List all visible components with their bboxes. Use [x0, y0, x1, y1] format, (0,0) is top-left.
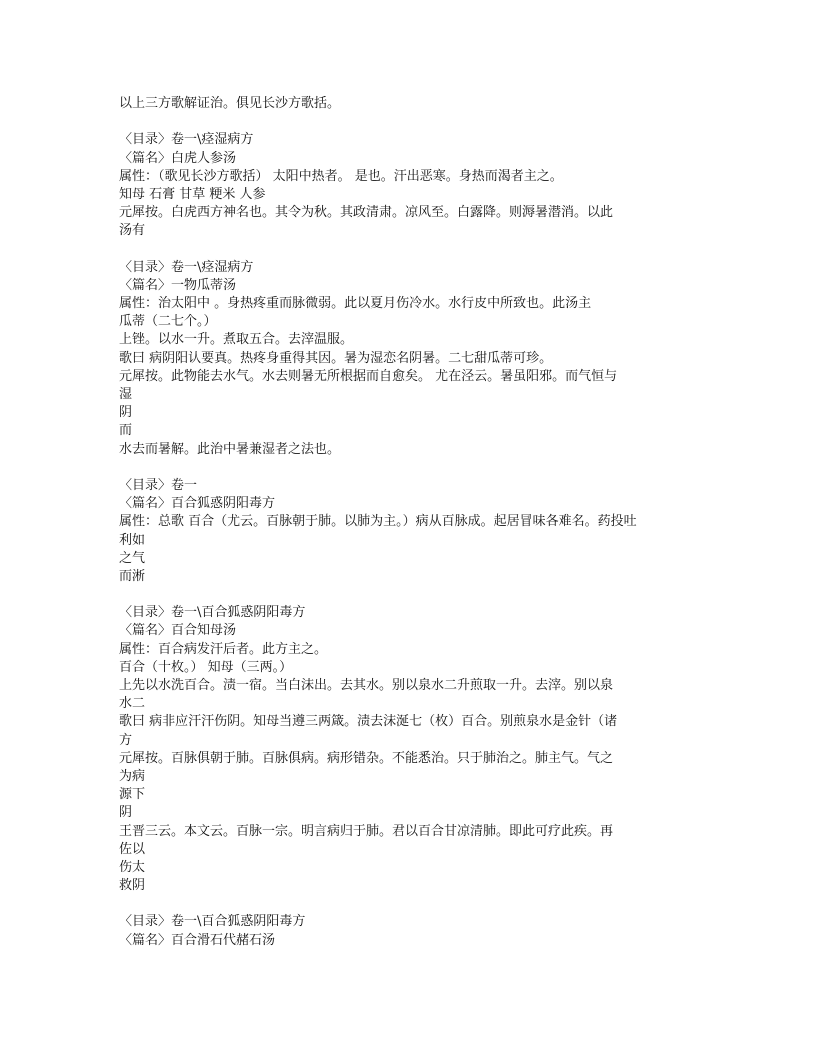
text-line: 而淅	[119, 568, 146, 584]
blank-line	[119, 459, 719, 477]
text-line: 之气	[119, 550, 146, 566]
text-line: 〈篇名〉百合狐惑阴阳毒方	[119, 496, 276, 512]
text-line: 知母 石膏 甘草 粳米 人参	[119, 186, 266, 202]
text-line: 汤有	[119, 223, 146, 239]
text-line: 水去而暑解。此治中暑兼湿者之法也。	[119, 441, 341, 457]
text-line: 利如	[119, 532, 146, 548]
text-line: 属性：总歌 百合（尤云。百脉朝于肺。以肺为主。）病从百脉成。起居冒味各难名。药投吐	[119, 514, 637, 530]
text-line: 歌曰 病非应汗汗伤阴。知母当遵三两箴。渍去沫涎七（枚）百合。别煎泉水是金针（诸	[119, 714, 618, 730]
text-line: 为病	[119, 768, 146, 784]
text-line: 以上三方歌解证治。俱见长沙方歌括。	[119, 96, 341, 111]
text-line: 〈目录〉卷一\痉湿病方	[119, 259, 254, 275]
document-page	[119, 95, 719, 950]
blank-line	[119, 241, 719, 259]
blank-line	[119, 113, 719, 131]
text-line: 上先以水洗百合。渍一宿。当白沫出。去其水。别以泉水二升煎取一升。去滓。别以泉	[119, 678, 614, 693]
text-line: 〈目录〉卷一\百合狐惑阴阳毒方	[119, 605, 306, 621]
text-line: 阴	[119, 805, 133, 821]
text-line: 而	[119, 423, 133, 439]
text-line: 〈篇名〉白虎人参汤	[119, 150, 237, 166]
text-line: 属性：治太阳中 。身热疼重而脉微弱。此以夏月伤冷水。水行皮中所致也。此汤主	[119, 296, 592, 312]
blank-line	[119, 586, 719, 604]
text-line: 百合（十枚。） 知母（三两。）	[119, 659, 293, 675]
text-line: 救阴	[119, 878, 146, 894]
text-line: 阴	[119, 405, 133, 421]
text-line: 王晋三云。本文云。百脉一宗。明言病归于肺。君以百合甘凉清肺。即此可疗此疾。再	[119, 823, 614, 839]
text-line: 元犀按。白虎西方神名也。其令为秋。其政清肃。凉风至。白露降。则溽暑潜消。以此	[119, 205, 614, 221]
text-line: 〈目录〉卷一	[119, 477, 198, 493]
text-line: 元犀按。此物能去水气。水去则暑无所根据而自愈矣。 尤在泾云。暑虽阳邪。而气恒与	[119, 368, 618, 384]
text-line: 方	[119, 732, 133, 748]
text-line: 上锉。以水一升。煮取五合。去滓温服。	[119, 332, 354, 348]
text-line: 歌曰 病阴阳认要真。热疼身重得其因。暑为湿恋名阴暑。二七甜瓜蒂可珍。	[119, 350, 553, 366]
text-line: 湿	[119, 387, 133, 402]
text-line: 〈篇名〉百合知母汤	[119, 623, 237, 639]
text-line: 伤太	[119, 859, 146, 875]
text-line: 属性：（歌见长沙方歌括） 太阳中热者。 是也。汗出恶寒。身热而渴者主之。	[119, 168, 563, 184]
text-line: 佐以	[119, 841, 146, 857]
blank-line	[119, 895, 719, 913]
text-line: 〈篇名〉百合滑石代赭石汤	[119, 932, 276, 948]
text-line: 水二	[119, 696, 146, 712]
text-line: 源下	[119, 787, 146, 803]
text-line: 〈篇名〉一物瓜蒂汤	[119, 277, 237, 293]
text-line: 元犀按。百脉俱朝于肺。百脉俱病。病形错杂。不能悉治。只于肺治之。肺主气。气之	[119, 750, 614, 766]
text-line: 瓜蒂（二七个。）	[119, 314, 217, 330]
text-line: 〈目录〉卷一\痉湿病方	[119, 132, 254, 148]
text-line: 〈目录〉卷一\百合狐惑阴阳毒方	[119, 914, 306, 930]
text-line: 属性：百合病发汗后者。此方主之。	[119, 641, 328, 657]
